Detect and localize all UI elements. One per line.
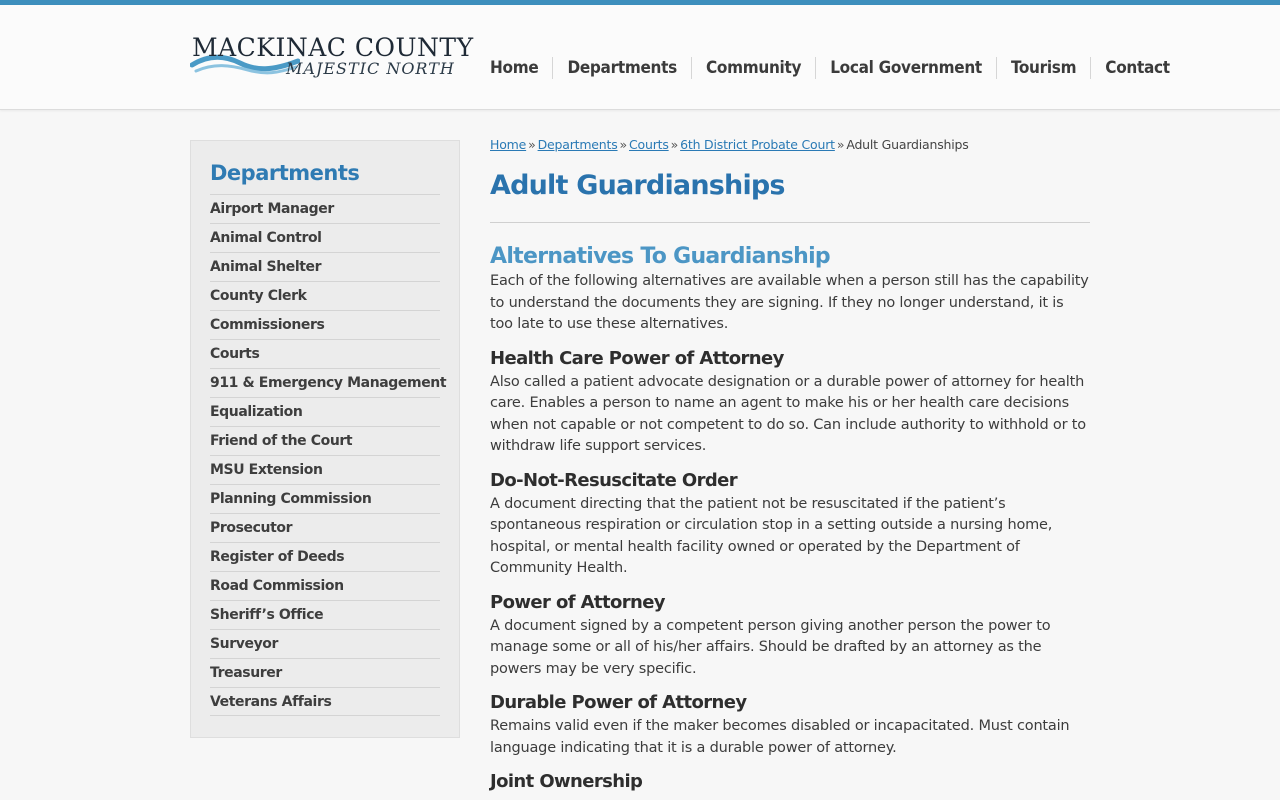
sidebar-item-msu-extension[interactable]: MSU Extension [210,455,440,484]
sidebar-item-road-commission[interactable]: Road Commission [210,571,440,600]
breadcrumb-departments[interactable]: Departments [537,137,618,152]
section-title: Alternatives To Guardianship [490,244,830,269]
sidebar-item-airport-manager[interactable]: Airport Manager [210,194,440,223]
nav-departments[interactable]: Departments [552,57,691,79]
main-content [490,136,1090,795]
sidebar-item-animal-shelter[interactable]: Animal Shelter [210,252,440,281]
site-header [0,5,1280,110]
departments-sidebar [190,140,460,738]
sidebar-item-animal-control[interactable]: Animal Control [210,223,440,252]
sidebar-item-treasurer[interactable]: Treasurer [210,658,440,687]
nav-tourism[interactable]: Tourism [996,57,1090,79]
sidebar-item-surveyor[interactable]: Surveyor [210,629,440,658]
item-heading: Do-Not-Resuscitate Order [490,469,738,491]
nav-contact[interactable]: Contact [1090,57,1184,79]
logo-title: MACKINAC COUNTY [192,33,474,62]
sidebar-item-friend-of-the-court[interactable]: Friend of the Court [210,426,440,455]
sidebar-item-courts[interactable]: Courts [210,339,440,368]
item-heading: Health Care Power of Attorney [490,347,784,369]
sidebar-item-commissioners[interactable]: Commissioners [210,310,440,339]
site-logo[interactable] [190,33,474,85]
sidebar-item-equalization[interactable]: Equalization [210,397,440,426]
item-paragraph: A document directing that the patient not be resuscitated if the patient’s spontaneous respiration or circulation stop in a setting outside a nursing home, hospital, or mental health facility owned or operated by the Department of Community Health. [490,495,1053,576]
breadcrumb-current: Adult Guardianships [846,137,969,152]
item-heading: Durable Power of Attorney [490,692,747,713]
intro-paragraph: Each of the following alternatives are available when a person still has the capability to understand the documents they are signing. If they no longer understand, it is too late to use these alternatives. [490,273,1089,332]
breadcrumb-probate-court[interactable]: 6th District Probate Court [680,137,835,152]
sidebar-item-register-of-deeds[interactable]: Register of Deeds [210,542,440,571]
sidebar-title[interactable]: Departments [210,161,360,185]
breadcrumb-separator: » [619,137,627,152]
nav-home[interactable]: Home [490,58,539,78]
item-paragraph: Also called a patient advocate designation or a durable power of attorney for health care. Enables a person to name an agent to make his or her health care decisions when not capable or not competent to do so. Can include authority to withhold or to withdraw life support services. [490,373,1086,454]
nav-local-government[interactable]: Local Government [815,57,996,79]
sidebar-item-911-emergency[interactable]: 911 & Emergency Management [210,368,440,397]
item-heading: Joint Ownership [490,771,643,792]
page-title: Adult Guardianships [490,170,785,201]
title-divider [490,222,1090,223]
sidebar-item-veterans-affairs[interactable]: Veterans Affairs [210,687,440,716]
main-nav [476,53,1184,83]
breadcrumb-home[interactable]: Home [490,137,527,152]
sidebar-item-prosecutor[interactable]: Prosecutor [210,513,440,542]
breadcrumb [490,136,1090,154]
breadcrumb-separator: » [670,137,679,152]
sidebar-item-sheriffs-office[interactable]: Sheriff’s Office [210,600,440,629]
item-paragraph: Remains valid even if the maker becomes disabled or incapacitated. Must contain language indicating that it is a durable power of attorney. [490,718,1070,756]
breadcrumb-separator: » [836,137,845,152]
item-heading: Power of Attorney [490,591,665,613]
item-paragraph: A document signed by a competent person giving another person the power to manage some or all of his/her affairs. Should be drafted by an attorney as the powers may be very specific. [490,617,1051,677]
sidebar-item-planning-commission[interactable]: Planning Commission [210,484,440,513]
sidebar-item-county-clerk[interactable]: County Clerk [210,281,440,310]
breadcrumb-courts[interactable]: Courts [629,137,669,152]
breadcrumb-separator: » [528,137,536,152]
nav-community[interactable]: Community [691,57,815,79]
logo-tagline: MAJESTIC NORTH [286,59,455,78]
sidebar-list [210,194,447,716]
